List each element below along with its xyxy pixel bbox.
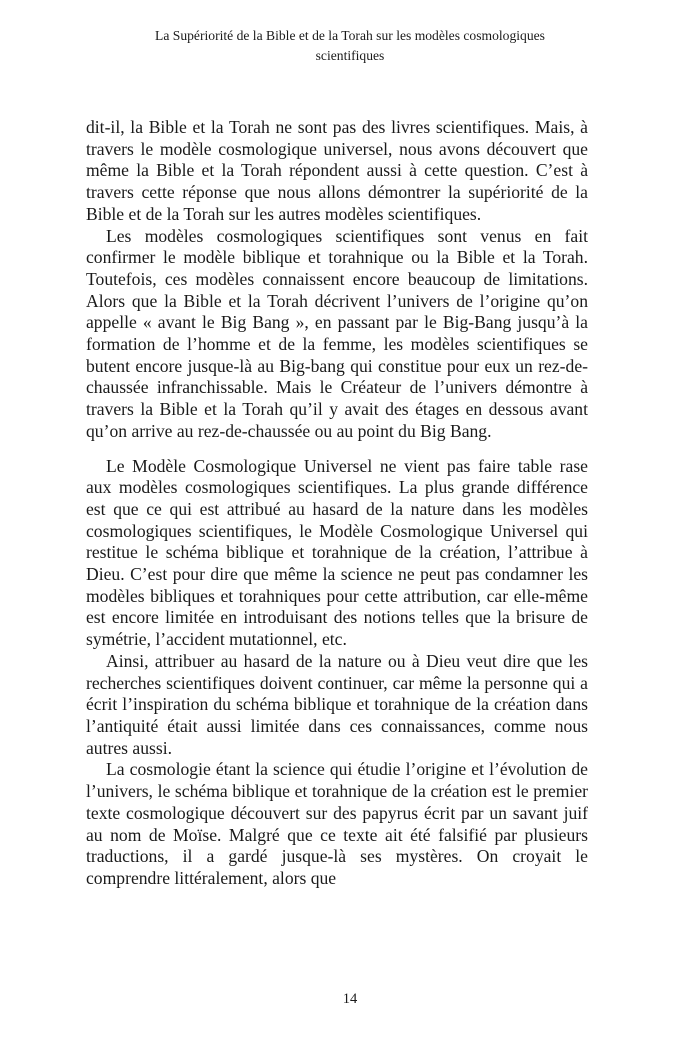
running-header	[100, 26, 600, 66]
paragraph-continuation: dit-il, la Bible et la Torah ne sont pas des livres scientifiques. Mais, à travers le modèle cosmologique universel, nous avons découvert que même la Bible et la Torah répondent aussi à cette question. C’est à travers cette réponse que nous allons démontrer la supériorité de la Bible et de la Torah sur les autres modèles scientifiques.	[86, 117, 588, 224]
paragraph: La cosmologie étant la science qui étudie l’origine et l’évolution de l’univers, le schéma biblique et torahnique de la création est le premier texte cosmologique découvert sur des papyrus écrit par un savant juif au nom de Moïse. Malgré que ce texte ait été falsifié par plusieurs traductions, il a gardé jusque-là ses mystères. On croyait le comprendre littéralement, alors que	[86, 759, 588, 888]
body-text	[86, 117, 588, 890]
paragraph: Ainsi, attribuer au hasard de la nature ou à Dieu veut dire que les recherches scientifiques doivent continuer, car même la personne qui a écrit l’inspiration du schéma biblique et torahnique de la création dans l’antiquité était aussi limitée dans ces connaissances, comme nous autres aussi.	[86, 650, 588, 758]
running-header-line-1: La Supériorité de la Bible et de la Torah sur les modèles cosmologiques	[155, 28, 545, 43]
paragraph: Le Modèle Cosmologique Universel ne vient pas faire table rase aux modèles cosmologiques scientifiques. La plus grande différence est que ce qui est attribué au hasard de la nature dans les modèles cosmologiques scientifiques, le Modèle Cosmologique Universel qui restitue le schéma biblique et torahnique de la création, l’attribue à Dieu. C’est pour dire que même la science ne peut pas condamner les modèles bibliques et torahniques pour cette attribution, car elle-même est encore limitée en introduisant des notions telles que la brisure de symétrie, l’accident mutationnel, etc.	[86, 455, 588, 650]
paragraph: Les modèles cosmologiques scientifiques sont venus en fait confirmer le modèle biblique et torahnique ou la Bible et la Torah. Toutefois, ces modèles connaissent encore beaucoup de limitations. Alors que la Bible et la Torah décrivent l’univers de l’origine qu’on appelle « avant le Big Bang », en passant par le Big-Bang jusqu’à la formation de l’homme et de la femme, les modèles scientifiques se butent encore jusque-là au Big-bang qui constitue pour eux un rez-de-chaussée infranchissable. Mais le Créateur de l’univers démontre à travers la Bible et la Torah qu’il y avait des étages en dessous avant qu’on arrive au rez-de-chaussée ou au point du Big Bang.	[86, 225, 588, 441]
page-number: 14	[342, 991, 358, 1007]
running-header-line-2: scientifiques	[315, 48, 385, 63]
